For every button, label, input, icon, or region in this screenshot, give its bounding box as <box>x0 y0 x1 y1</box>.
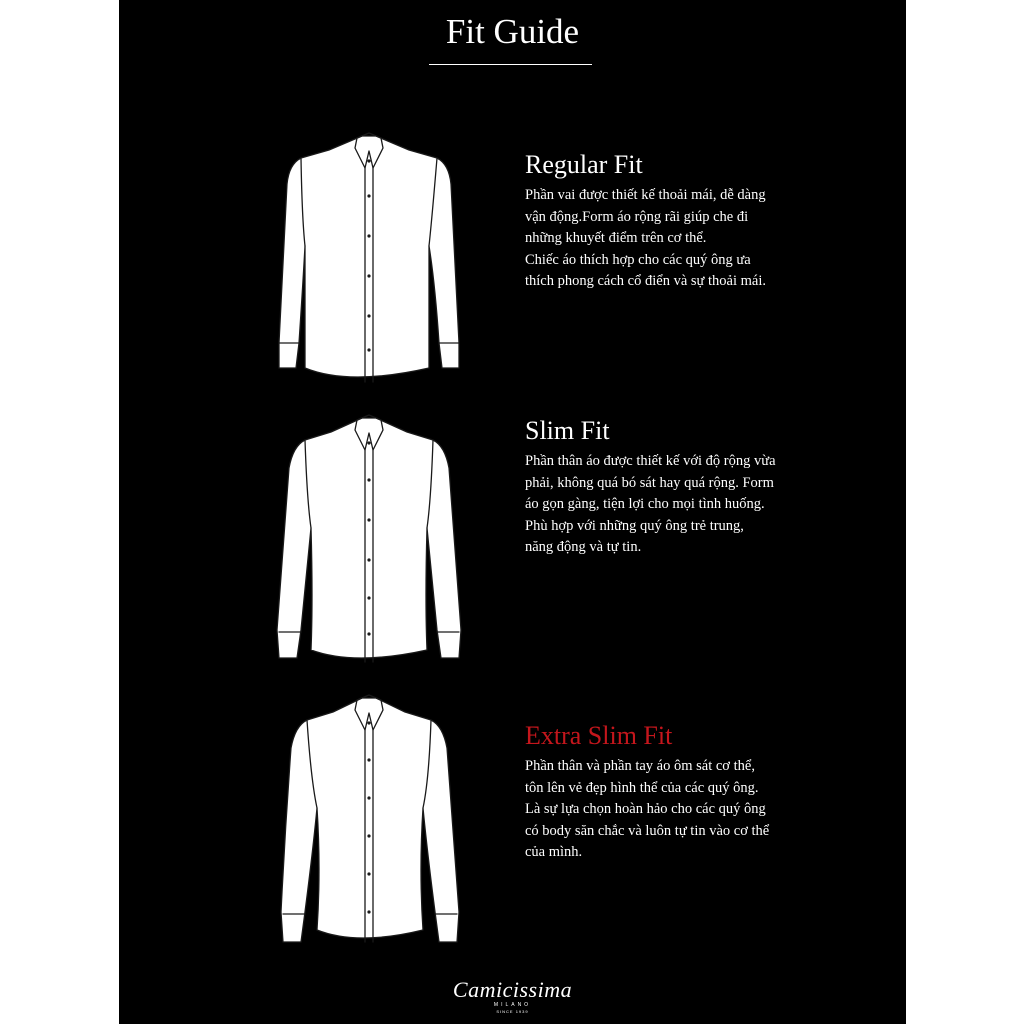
extra-slim-fit-description <box>525 756 845 864</box>
description-line: năng động và tự tin. <box>525 539 642 555</box>
extra-slim-fit-heading: Extra Slim Fit <box>525 721 673 750</box>
regular-fit-description <box>525 185 845 293</box>
description-line: Phần vai được thiết kế thoải mái, dễ dàng <box>525 187 766 203</box>
description-line: Phù hợp với những quý ông trẻ trung, <box>525 517 744 534</box>
description-line: có body săn chắc và luôn tự tin vào cơ thể <box>525 822 770 839</box>
fit-guide-panel <box>119 0 906 1024</box>
description-line: thích phong cách cổ điển và sự thoải mái. <box>525 273 766 289</box>
title-divider <box>429 64 592 65</box>
description-line: Chiếc áo thích hợp cho các quý ông ưa <box>525 251 751 268</box>
description-line: Phần thân áo được thiết kế với độ rộng vừa <box>525 453 776 469</box>
brand-city: MILANO <box>493 1002 532 1008</box>
regular-fit-shirt-icon <box>259 118 499 388</box>
description-line: Phần thân và phần tay áo ôm sát cơ thể, <box>525 758 755 774</box>
slim-fit-description <box>525 451 845 559</box>
description-line: những khuyết điểm trên cơ thể. <box>525 230 707 246</box>
description-line: tôn lên vẻ đẹp hình thể của các quý ông. <box>525 779 759 796</box>
description-line: áo gọn gàng, tiện lợi cho mọi tình huống. <box>525 496 765 512</box>
description-line: của mình. <box>525 844 583 860</box>
extra-slim-fit-shirt-icon <box>259 680 499 950</box>
brand-name: Camicissima <box>452 977 573 1002</box>
description-line: vận động.Form áo rộng rãi giúp che đi <box>525 208 749 225</box>
brand-logo <box>119 978 906 1015</box>
description-line: phải, không quá bó sát hay quá rộng. Form <box>525 474 774 491</box>
description-line: Là sự lựa chọn hoàn hảo cho các quý ông <box>525 801 766 817</box>
regular-fit-heading: Regular Fit <box>525 150 643 179</box>
slim-fit-shirt-icon <box>259 400 499 670</box>
page-title: Fit Guide <box>445 12 580 51</box>
brand-since: SINCE 1939 <box>496 1009 529 1014</box>
slim-fit-heading: Slim Fit <box>525 416 610 445</box>
